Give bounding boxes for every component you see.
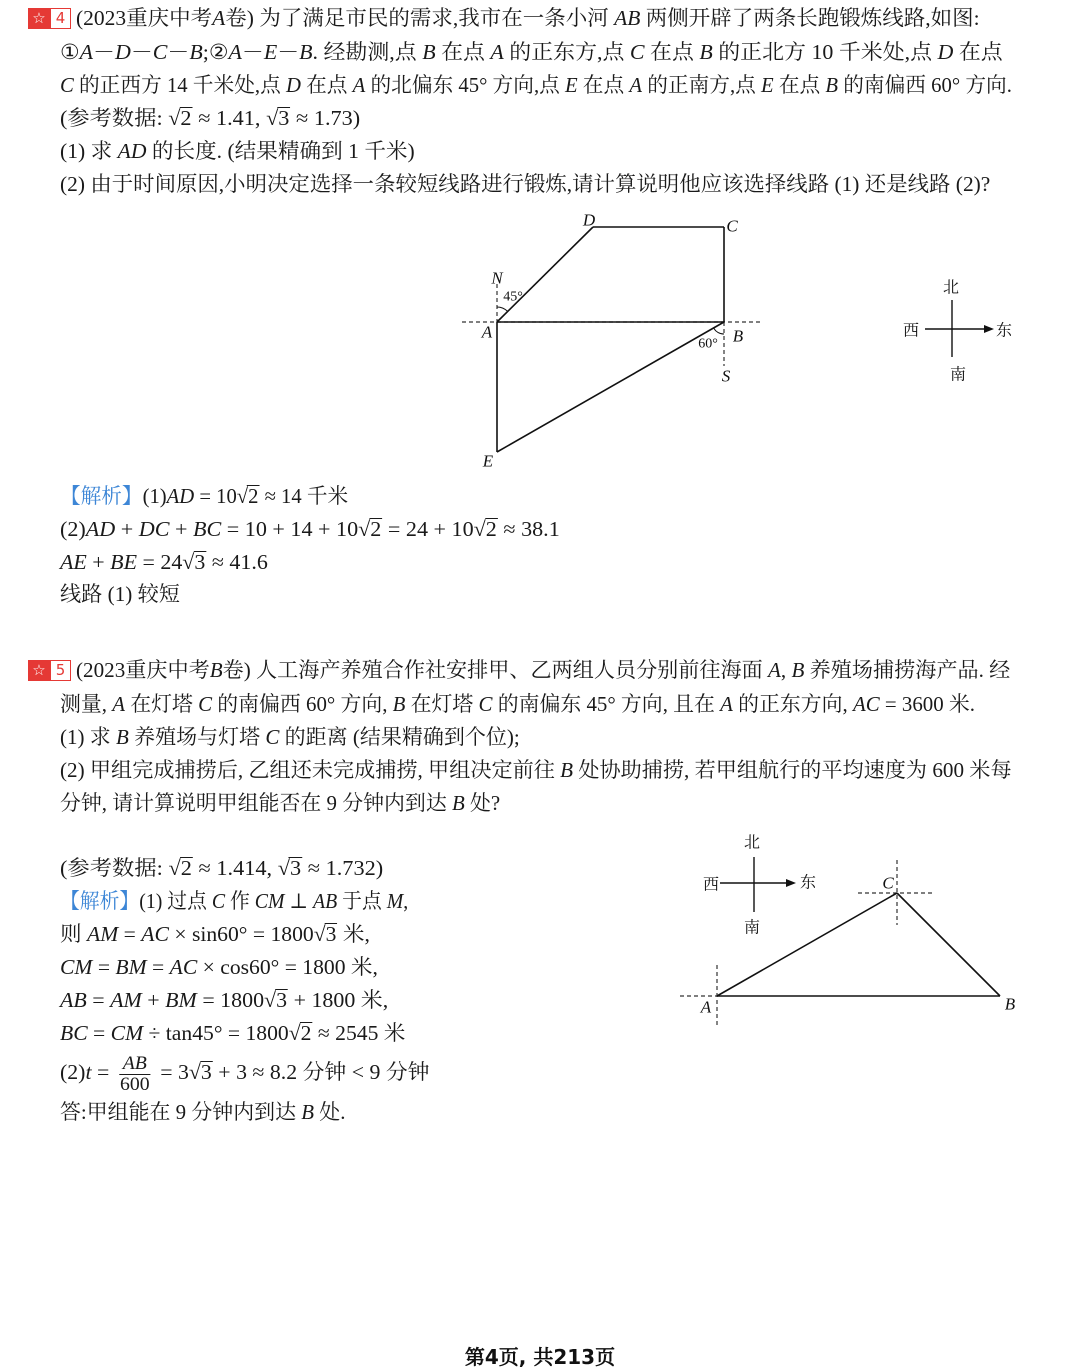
label-point-a: A <box>700 997 712 1017</box>
radical-sign: √ <box>182 550 195 574</box>
radical-sign: √ <box>188 1060 201 1084</box>
math-variable: B <box>301 1100 315 1124</box>
text-run: 的南偏东 45° 方向, 且在 <box>492 692 721 716</box>
segment-ac <box>717 893 897 996</box>
text-run: 在点 <box>435 40 491 64</box>
label-angle-45: 45° <box>503 289 523 305</box>
text-run: = <box>118 922 142 946</box>
radicand: 2 <box>485 517 497 541</box>
text-run: = <box>87 1021 111 1045</box>
label-point-c: C <box>882 873 894 893</box>
text-run: 的距离 (结果精确到个位); <box>279 725 520 749</box>
label-angle-60: 60° <box>698 336 718 352</box>
text-run: － <box>130 40 153 64</box>
math-variable: BC <box>193 517 222 541</box>
text-run: ① <box>60 40 80 64</box>
math-variable: CM <box>254 889 285 913</box>
math-variable: BM <box>115 955 147 979</box>
text-run: ≈ 1.732) <box>302 856 384 880</box>
radical-sign: √ <box>313 922 326 946</box>
text-run: = 3600 米. <box>879 692 976 716</box>
math-variable: B <box>560 758 574 782</box>
math-variable: CM <box>60 955 93 979</box>
math-variable: C <box>478 692 493 716</box>
text-run: (2023重庆中考 <box>76 6 213 30</box>
compass-south: 南 <box>949 364 967 384</box>
text-run: 则 <box>60 922 88 946</box>
math-variable: A <box>490 40 504 64</box>
radical-sign: √ <box>473 517 486 541</box>
problem-number: 4 <box>50 8 71 29</box>
text-run: 的正西方 14 千米处,点 <box>73 73 286 97</box>
page-indicator: 第4页, 共213页 <box>464 1345 616 1369</box>
radicand: 2 <box>180 856 192 880</box>
text-run: 处? <box>464 791 501 815</box>
compass-west: 西 <box>702 874 720 894</box>
text-run: = 10 <box>194 484 237 508</box>
segment-cb <box>897 893 1000 996</box>
compass-arrow-icon <box>984 325 994 333</box>
text-run: = 24 + 10 <box>382 517 474 541</box>
text-run: (2) <box>60 517 86 541</box>
radicand: 3 <box>200 1060 212 1084</box>
text-run: 在点 <box>644 40 700 64</box>
text-run: 两侧开辟了两条长跑锻炼线路,如图: <box>640 6 980 30</box>
text-run: 处. <box>314 1100 346 1124</box>
text-run: (2) 由于时间原因,小明决定选择一条较短线路进行锻炼,请计算说明他应该选择线路 (1) 还是线路 (2)? <box>60 172 991 196</box>
text-run: ≈ 14 千米 <box>259 484 349 508</box>
math-variable: C <box>60 73 74 97</box>
math-variable: BE <box>110 550 137 574</box>
math-variable: A <box>79 40 94 64</box>
math-variable: AB <box>312 889 338 913</box>
text-run: 在灯塔 <box>124 692 199 716</box>
math-variable: E <box>564 73 578 97</box>
text-run: ≈ 1.41, <box>192 106 267 130</box>
text-run: 在灯塔 <box>405 692 479 716</box>
text-run: 测量, <box>60 692 113 716</box>
text-run: 的长度. (结果精确到 1 千米) <box>146 139 415 163</box>
text-run: (1) 求 <box>60 725 116 749</box>
math-variable: AC <box>141 922 169 946</box>
label-point-e: E <box>482 451 494 471</box>
text-run: + <box>86 550 111 574</box>
math-variable: A <box>212 6 226 30</box>
text-run: ≈ 1.414, <box>192 856 278 880</box>
text-run: (2) <box>60 1060 86 1084</box>
math-variable: AM <box>87 922 119 946</box>
math-variable: A <box>768 658 781 682</box>
math-variable: B <box>825 73 839 97</box>
text-run: × sin60° = 1800 <box>168 922 314 946</box>
figure-problem-4 <box>462 211 1012 471</box>
compass-east: 东 <box>799 872 817 892</box>
text-run: ;② <box>202 40 229 64</box>
text-run: = 10 + 14 + 10 <box>221 517 359 541</box>
math-variable: D <box>114 40 131 64</box>
fraction-denominator: 600 <box>119 1073 150 1095</box>
radicand: 3 <box>325 922 337 946</box>
compass-arrow-icon <box>786 879 796 887</box>
math-variable: A <box>720 692 733 716</box>
text-run: = <box>146 955 170 979</box>
radicand: 3 <box>289 856 302 880</box>
figure-problem-5 <box>680 833 1016 1027</box>
compass-north: 北 <box>942 277 960 297</box>
text-run: 养殖场捕捞海产品. 经 <box>804 658 1011 682</box>
label-south-s: S <box>721 366 731 386</box>
radical-sign: √ <box>358 517 371 541</box>
text-run: 作 <box>225 889 255 913</box>
radical-sign: √ <box>236 484 249 508</box>
text-run: + <box>169 517 194 541</box>
text-run: 线路 (1) 较短 <box>60 582 180 606</box>
text-run: 的正东方向, <box>732 692 853 716</box>
math-variable: C <box>198 692 213 716</box>
math-variable: AB <box>614 6 641 30</box>
text-run: ÷ tan45° = 1800 <box>143 1021 289 1045</box>
math-variable: AM <box>110 988 142 1012</box>
math-variable: AD <box>85 517 116 541</box>
radical-sign: √ <box>288 1021 301 1045</box>
math-variable: B <box>299 40 313 64</box>
math-variable: B <box>699 40 713 64</box>
text-run: 在点 <box>773 73 826 97</box>
radical-sign: √ <box>277 856 290 880</box>
radical-sign: √ <box>266 106 279 130</box>
text-run: 在点 <box>953 40 1003 64</box>
text-run: (1) 过点 <box>139 889 212 913</box>
text-run: 米, <box>337 922 370 946</box>
text-run: － <box>277 40 300 64</box>
math-variable: BM <box>165 988 197 1012</box>
math-variable: D <box>937 40 954 64</box>
math-variable: t <box>85 1060 92 1084</box>
math-variable: C <box>211 889 226 913</box>
radicand: 2 <box>248 484 259 508</box>
text-run: － <box>241 40 264 64</box>
math-variable: AE <box>60 550 87 574</box>
math-variable: A <box>352 73 366 97</box>
radicand: 3 <box>276 988 288 1012</box>
angle-arc-a <box>497 307 508 311</box>
radicand: 3 <box>194 550 206 574</box>
math-variable: E <box>761 73 774 97</box>
text-run: + 1800 米, <box>288 988 389 1012</box>
compass-west: 西 <box>902 320 920 340</box>
fraction-numerator: AB <box>120 1054 150 1075</box>
math-variable: D <box>285 73 301 97</box>
text-run: + 3 ≈ 8.2 分钟 < 9 分钟 <box>212 1060 430 1084</box>
segment-ad <box>497 227 593 322</box>
math-variable: E <box>263 40 278 64</box>
text-run: 答:甲组能在 9 分钟内到达 <box>60 1100 302 1124</box>
math-variable: C <box>629 40 645 64</box>
radical-sign: √ <box>168 106 181 130</box>
star-icon: ☆ <box>28 660 50 681</box>
math-variable: A <box>112 692 125 716</box>
text-run: , <box>403 889 409 913</box>
label-north-n: N <box>491 268 503 288</box>
text-run: 卷) 人工海产养殖合作社安排甲、乙两组人员分别前往海面 <box>222 658 769 682</box>
math-variable: CM <box>110 1021 144 1045</box>
text-run: = <box>91 1060 115 1084</box>
radical-sign: √ <box>168 856 181 880</box>
text-run: ⊥ <box>284 889 313 913</box>
text-run: 的正东方,点 <box>503 40 630 64</box>
math-variable: B <box>791 658 805 682</box>
text-run: ≈ 2545 米 <box>312 1021 406 1045</box>
star-icon: ☆ <box>28 8 50 29</box>
text-run: 的正北方 10 千米处,点 <box>712 40 938 64</box>
math-variable: AD <box>117 139 147 163</box>
label-point-d: D <box>582 210 596 230</box>
label-point-a: A <box>481 322 493 342</box>
radicand: 3 <box>278 106 290 130</box>
label-point-b: B <box>1004 994 1016 1014</box>
math-variable: AC <box>852 692 880 716</box>
text-run: 的正南方,点 <box>642 73 762 97</box>
radicand: 2 <box>370 517 382 541</box>
math-variable: A <box>228 40 242 64</box>
text-run: － <box>167 40 190 64</box>
compass-east: 东 <box>995 320 1013 340</box>
angle-arc-b <box>714 328 724 334</box>
text-run: (1) <box>142 484 167 508</box>
text-run: . 经勘测,点 <box>312 40 423 64</box>
text-run: 分钟, 请计算说明甲组能否在 9 分钟内到达 <box>60 791 452 815</box>
text-run: 的南偏西 60° 方向. <box>838 73 1012 97</box>
radicand: 2 <box>300 1021 312 1045</box>
text-run: 在点 <box>300 73 353 97</box>
text-run: = 24 <box>136 550 183 574</box>
text-run: (参考数据: <box>60 106 169 130</box>
math-variable: B <box>116 725 129 749</box>
text-run: , <box>780 658 792 682</box>
text-run: = 3 <box>154 1060 189 1084</box>
text-run: － <box>93 40 115 64</box>
text-run: 在点 <box>577 73 630 97</box>
text-run: ≈ 41.6 <box>206 550 268 574</box>
text-run: = 1800 <box>196 988 265 1012</box>
analysis-label: 【解析】 <box>60 889 140 913</box>
math-variable: B <box>392 692 406 716</box>
math-variable: B <box>451 791 465 815</box>
text-run: 处协助捕捞, 若甲组航行的平均速度为 600 米每 <box>573 758 1012 782</box>
radicand: 2 <box>180 106 192 130</box>
radical-sign: √ <box>264 988 277 1012</box>
compass-icon <box>903 278 1012 384</box>
label-point-b: B <box>732 326 744 346</box>
text-run: × cos60° = 1800 米, <box>197 955 378 979</box>
math-variable: C <box>152 40 168 64</box>
math-variable: B <box>209 658 223 682</box>
text-run: 养殖场与灯塔 <box>128 725 266 749</box>
math-variable: AD <box>166 484 195 508</box>
math-variable: B <box>189 40 203 64</box>
problem-number: 5 <box>50 660 71 681</box>
text-run: (1) 求 <box>60 139 118 163</box>
math-variable: A <box>629 73 643 97</box>
text-run: (参考数据: <box>60 856 169 880</box>
compass-north: 北 <box>743 832 761 852</box>
compass-icon <box>703 833 816 937</box>
compass-south: 南 <box>743 917 761 937</box>
math-variable: M <box>386 889 404 913</box>
text-run: 的南偏西 60° 方向, <box>212 692 393 716</box>
math-variable: AC <box>169 955 198 979</box>
text-run: = <box>86 988 111 1012</box>
text-run: + <box>141 988 166 1012</box>
text-run: (2) 甲组完成捕捞后, 乙组还未完成捕捞, 甲组决定前往 <box>60 758 561 782</box>
math-variable: C <box>265 725 280 749</box>
text-run: 的北偏东 45° 方向,点 <box>365 73 565 97</box>
math-variable: BC <box>60 1021 88 1045</box>
label-point-c: C <box>726 216 738 236</box>
math-variable: AB <box>60 988 87 1012</box>
segment-eb <box>497 322 724 452</box>
analysis-label: 【解析】 <box>60 484 143 508</box>
text-run: 卷) 为了满足市民的需求,我市在一条小河 <box>225 6 615 30</box>
text-run: ≈ 1.73) <box>290 106 361 130</box>
text-run: (2023重庆中考 <box>76 658 210 682</box>
text-run: = <box>92 955 116 979</box>
text-run: ≈ 38.1 <box>497 517 560 541</box>
math-variable: DC <box>138 517 170 541</box>
text-run: 于点 <box>337 889 387 913</box>
math-variable: B <box>422 40 436 64</box>
text-run: + <box>115 517 139 541</box>
